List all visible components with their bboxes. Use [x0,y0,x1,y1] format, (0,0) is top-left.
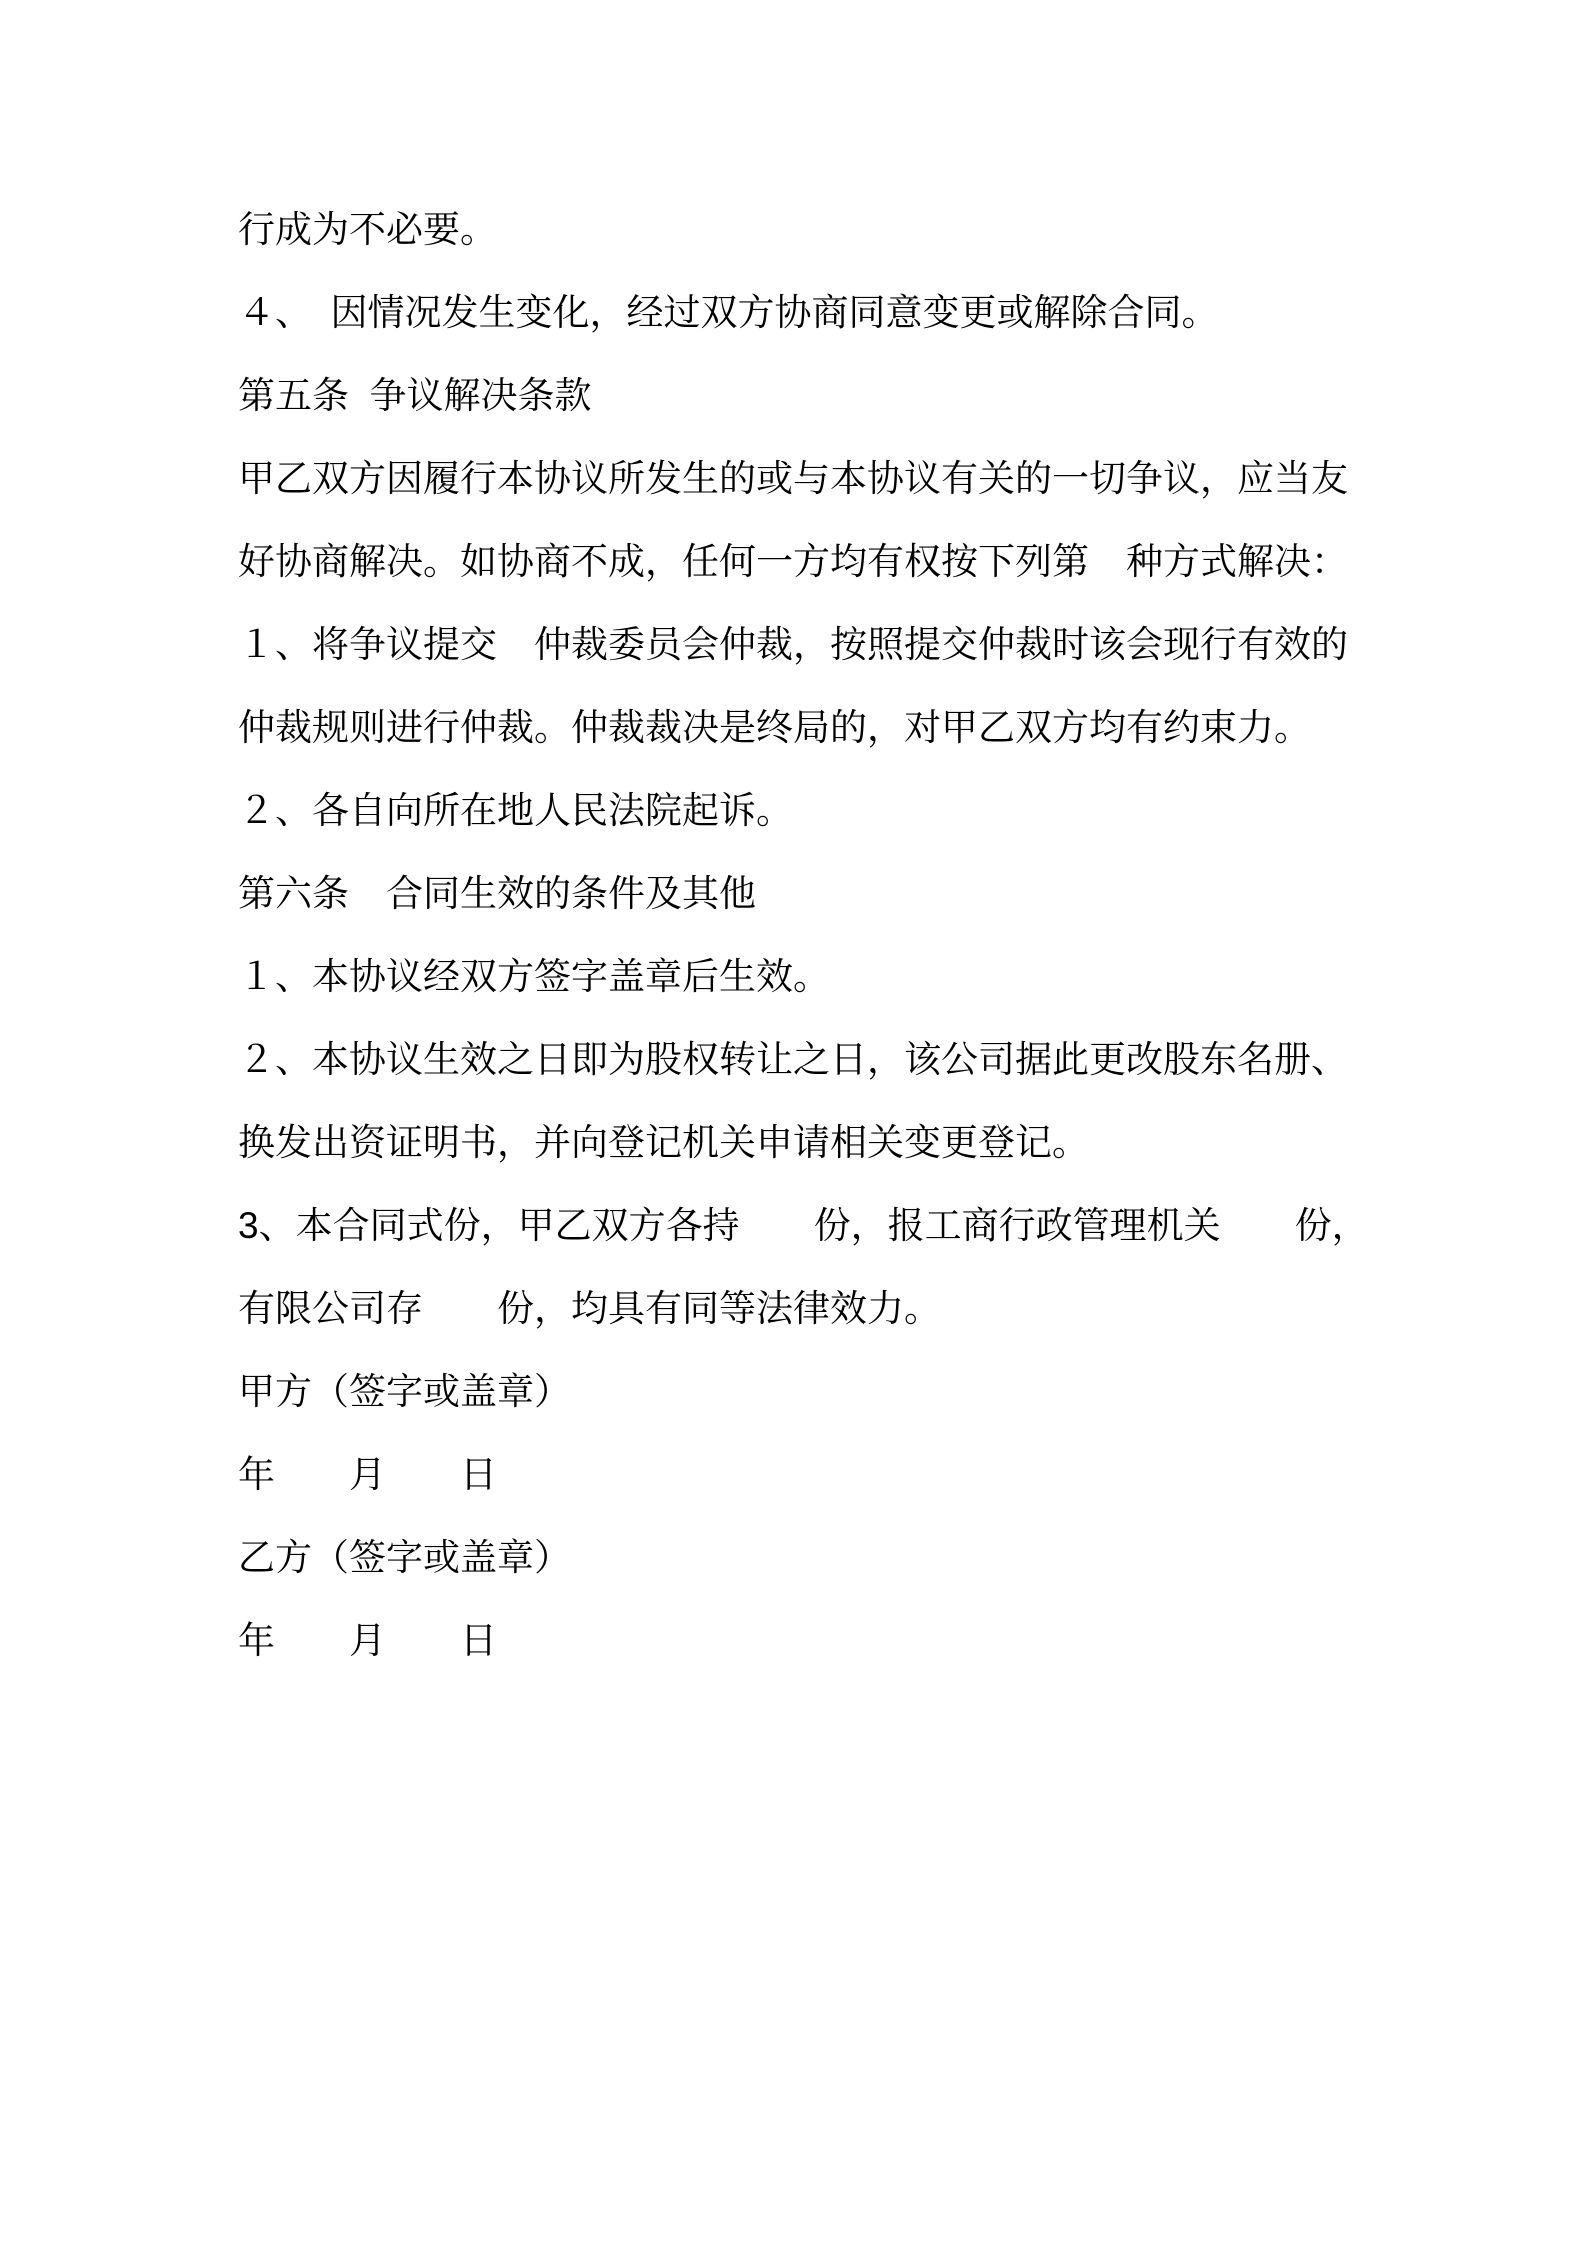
text-line: 第五条 争议解决条款 [238,375,592,416]
text-line: 换发出资证明书，并向登记机关申请相关变更登记。 [238,1122,1089,1163]
text-line: １、将争议提交 仲裁委员会仲裁，按照提交仲裁时该会现行有效的 [238,624,1348,665]
document-text [238,188,1546,1682]
text-line: ２、本协议生效之日即为股权转让之日，该公司据此更改股东名册、 [238,1039,1348,1080]
text-line: 甲乙双方因履行本协议所发生的或与本协议有关的一切争议，应当友 [238,458,1348,499]
text-line: 好协商解决。如协商不成，任何一方均有权按下列第 种方式解决： [238,541,1348,582]
text-line: 年 月 日 [238,1454,497,1495]
text-line: ４、 因情况发生变化，经过双方协商同意变更或解除合同。 [238,292,1219,333]
text-line: 仲裁规则进行仲裁。仲裁裁决是终局的，对甲乙双方均有约束力。 [238,707,1311,748]
text-line: ２、各自向所在地人民法院起诉。 [238,790,793,831]
text-line: １、本协议经双方签字盖章后生效。 [238,956,830,997]
text-line: 乙方（签字或盖章） [238,1537,571,1578]
text-line: 年 月 日 [238,1620,497,1661]
text-line: 甲方（签字或盖章） [238,1371,571,1412]
text-line: 3、本合同式份，甲乙双方各持 份，报工商行政管理机关 份， [238,1205,1369,1246]
text-line: 行成为不必要。 [238,209,497,250]
text-line: 有限公司存 份，均具有同等法律效力。 [238,1288,941,1329]
text-line: 第六条 合同生效的条件及其他 [238,873,756,914]
